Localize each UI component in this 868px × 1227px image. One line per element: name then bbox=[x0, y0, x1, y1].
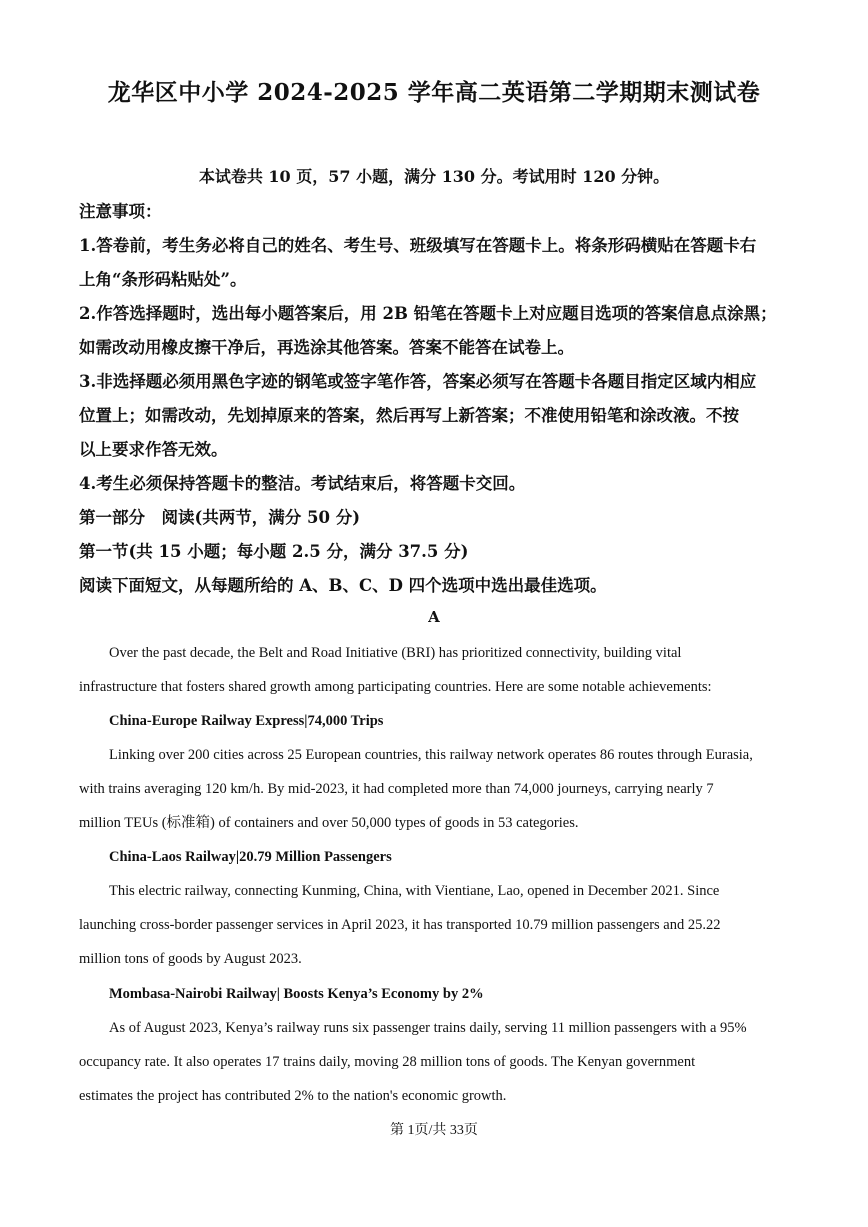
item-line: million tons of goods by August 2023. bbox=[79, 951, 302, 967]
notice-line: 位置上；如需改动，先划掉原来的答案，然后再写上新答案；不准使用铅笔和涂改液。不按 bbox=[79, 406, 739, 425]
section-title: 第一节(共 15 小题；每小题 2.5 分，满分 37.5 分) bbox=[79, 542, 469, 561]
item-line: estimates the project has contributed 2% to the nation's economic growth. bbox=[79, 1088, 507, 1104]
item-heading: Mombasa-Nairobi Railway| Boosts Kenya’s Economy by 2% bbox=[109, 986, 484, 1002]
notice-line: 如需改动用橡皮擦干净后，再选涂其他答案。答案不能答在试卷上。 bbox=[79, 338, 574, 357]
passage-intro-line: infrastructure that fosters shared growth among participating countries. Here are some notable achievements: bbox=[79, 679, 712, 695]
item-line: launching cross-border passenger services in April 2023, it has transported 10.79 million passengers and 25.22 bbox=[79, 917, 721, 933]
notice-line: 4.考生必须保持答题卡的整洁。考试结束后，将答题卡交回。 bbox=[79, 474, 526, 493]
item-line: As of August 2023, Kenya’s railway runs six passenger trains daily, serving 11 million passengers with a 95% bbox=[109, 1020, 747, 1036]
notice-label: 注意事项： bbox=[79, 202, 162, 221]
item-line: This electric railway, connecting Kunming, China, with Vientiane, Lao, opened in December 2021. Since bbox=[109, 883, 720, 899]
item-line: million TEUs (标准箱) of containers and over 50,000 types of goods in 53 categories. bbox=[79, 815, 579, 831]
notice-line: 以上要求作答无效。 bbox=[79, 440, 228, 459]
item-line: occupancy rate. It also operates 17 trains daily, moving 28 million tons of goods. The Kenyan government bbox=[79, 1054, 696, 1070]
exam-subtitle: 本试卷共 10 页，57 小题，满分 130 分。考试用时 120 分钟。 bbox=[198, 167, 670, 186]
passage-label: A bbox=[428, 608, 440, 626]
item-heading: China-Laos Railway|20.79 Million Passengers bbox=[109, 849, 392, 865]
part-title: 第一部分 阅读(共两节，满分 50 分) bbox=[79, 508, 361, 527]
item-line: Linking over 200 cities across 25 European countries, this railway network operates 86 routes through Eurasia, bbox=[109, 747, 753, 763]
passage-intro-line: Over the past decade, the Belt and Road Initiative (BRI) has prioritized connectivity, building vital bbox=[109, 645, 682, 661]
exam-title: 龙华区中小学 2024-2025 学年高二英语第二学期期末测试卷 bbox=[107, 79, 761, 106]
page-indicator: 第 1页/共 33页 bbox=[390, 1123, 478, 1138]
notice-line: 上角“条形码粘贴处”。 bbox=[79, 270, 247, 289]
notice-line: 2.作答选择题时，选出每小题答案后，用 2B 铅笔在答题卡上对应题目选项的答案信息点涂黑； bbox=[79, 304, 777, 323]
section-instruction: 阅读下面短文，从每题所给的 A、B、C、D 四个选项中选出最佳选项。 bbox=[79, 576, 607, 595]
notice-line: 1.答卷前，考生务必将自己的姓名、考生号、班级填写在答题卡上。将条形码横贴在答题卡右 bbox=[79, 236, 757, 255]
notice-line: 3.非选择题必须用黑色字迹的钢笔或签字笔作答，答案必须写在答题卡各题目指定区域内相应 bbox=[79, 372, 757, 391]
item-line: with trains averaging 120 km/h. By mid-2023, it had completed more than 74,000 journeys, carrying nearly 7 bbox=[79, 781, 714, 797]
item-heading: China-Europe Railway Express|74,000 Trips bbox=[109, 713, 384, 729]
